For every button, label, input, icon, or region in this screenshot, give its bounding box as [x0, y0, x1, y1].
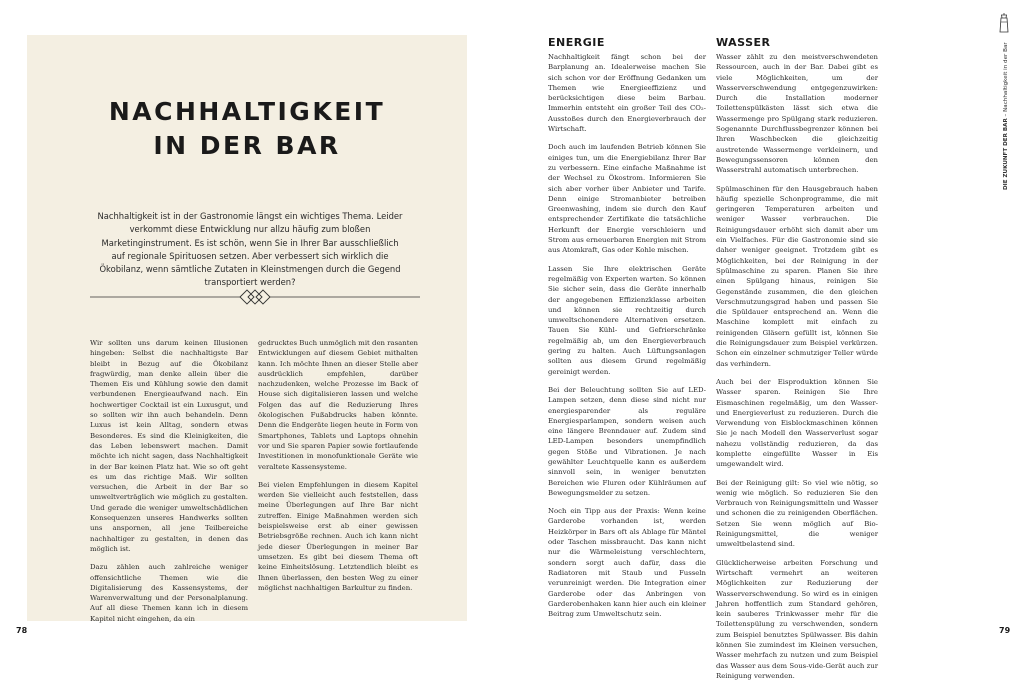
page-number-left: 78	[16, 626, 28, 635]
body-column-energie	[548, 52, 706, 627]
divider-ornament	[90, 288, 420, 306]
paragraph: Wir sollten uns darum keinen Illusionen hingeben: Selbst die nachhaltigste Bar bleibt in Bezug auf die Ökobilanz fragwürdig, man denke allein über die Themen Eis und Kühlung sowie den damit verbundenen Energieaufwand nach. Ein hochwertiger Cocktail ist ein Luxusgut, und so sollten wir ihn auch behandeln. Denn Luxus ist kein Alltag, sondern etwas Besonderes. Es sind die Kleinigkeiten, die das Leben lebenswert machen. Damit möchte ich nicht sagen, dass Nachhaltigkeit in der Bar keinen Platz hat. Wie so oft geht es um das richtige Maß. Wir sollten versuchen, die Arbeit in der Bar so umweltverträglich wie möglich zu gestalten. Und gerade die weniger umweltschädlichen Konsequenzen unseres Handwerks sollten uns anspornen, all jene Teilbereiche nachhaltiger zu gestalten, in denen das möglich ist.	[90, 339, 248, 553]
cocktail-shaker-icon	[998, 12, 1010, 34]
paragraph: Bei der Reinigung gilt: So viel wie nötig, so wenig wie möglich. So reduzieren Sie den Verbrauch von Reinigungsmitteln und Wasser und schonen die zu reinigenden Oberflächen. Setzen Sie wenn möglich auf Bio-Reinigungsmittel, die weniger umweltbelastend sind.	[716, 478, 878, 549]
chapter-title-line2: IN DER BAR	[153, 131, 341, 160]
paragraph: Auch bei der Eisproduktion können Sie Wasser sparen. Reinigen Sie Ihre Eismaschinen regelmäßig, um den Wasser- und Energieverlust zu reduzieren. Durch die Verwendung von Eisblockmaschinen können Sie je nach Modell den Wasserverlust sogar nahezu vollständig reduzieren, da das komplette eingefüllte Wasser in Eis umgewandelt wird.	[716, 377, 878, 469]
paragraph: Doch auch im laufenden Betrieb können Sie einiges tun, um die Energiebilanz Ihrer Bar zu verbessern. Eine einfache Maßnahme ist der Wechsel zu Ökostrom. Informieren Sie sich aber vorher über Anbieter und Tarife. Denn einige Stromanbieter betreiben Greenwashing, indem sie durch den Kauf entsprechender Zertifikate die tatsächliche Herkunft der Energie verschleiern und Strom aus erneuerbaren Energien mit Strom aus Atomkraft, Gas oder Kohle mischen.	[548, 143, 706, 255]
body-column-1	[90, 338, 248, 632]
intro-text: Nachhaltigkeit ist in der Gastronomie längst ein wichtiges Thema. Leider verkommt diese Entwicklung nur allzu häufig zum bloßen Marketinginstrument. Es ist schön, wenn Sie in Ihrer Bar ausschließlich auf regionale Spirituosen setzen. Aber verbessert sich wirklich die Ökobilanz, wenn sämtliche Zutaten in Kleinstmengen durch die Gegend transportiert werden?	[97, 211, 403, 288]
section-heading-energie: ENERGIE	[548, 36, 605, 49]
body-column-2	[258, 338, 418, 601]
paragraph: Bei vielen Empfehlungen in diesem Kapitel werden Sie vielleicht auch feststellen, dass meine Überlegungen auf Ihre Bar nicht zutreffen. Einige Maßnahmen werden sich beispielsweise erst ab einer gewissen Betriebsgröße rechnen. Auch ich kann nicht jede dieser Überlegungen in meiner Bar umsetzen. Es gibt bei diesem Thema oft keine Einheitslösung. Letztendlich bleibt es Ihnen überlassen, den besten Weg zu einer möglichst nachhaltigen Barkultur zu finden.	[258, 480, 418, 592]
running-head	[1003, 40, 1011, 190]
chapter-title-line1: NACHHALTIGKEIT	[108, 97, 386, 126]
page-number-right: 79	[999, 626, 1011, 635]
paragraph: Noch ein Tipp aus der Praxis: Wenn keine Garderobe vorhanden ist, werden Heizkörper in Bars oft als Ablage für Mäntel oder Taschen missbraucht. Das kann nicht nur die Wärmeleistung verschlechtern, sondern sorgt auch dafür, dass die Radiatoren mit Staub und Fusseln verunreinigt werden. Die Integration einer Garderobe oder das Anbringen von Garderobenhaken kann hier auch ein kleiner Beitrag zum Umweltschutz sein.	[548, 507, 706, 619]
section-heading-wasser: WASSER	[716, 36, 771, 49]
body-column-wasser	[716, 52, 878, 689]
paragraph: gedrucktes Buch unmöglich mit den rasanten Entwicklungen auf diesem Gebiet mithalten kann. Ich möchte Ihnen an dieser Stelle aber ausdrücklich empfehlen, darüber nachzudenken, welche Prozesse im Back of House sich digitalisieren lassen und welche Folgen das auf die Reduzierung Ihres ökologischen Fußabdrucks haben könnte. Denn die Endgeräte liegen heute in Form von Smartphones, Tablets und Laptops ohnehin vor und Sie sparen Papier sowie fortlaufende Investitionen in monofunktionale Geräte wie veraltete Kassensysteme.	[258, 339, 418, 471]
paragraph: Spülmaschinen für den Hausgebrauch haben häufig spezielle Schonprogramme, die mit geringeren Temperaturen arbeiten und weniger Wasser verbrauchen. Die Reinigungsdauer erhöht sich damit aber um ein Vielfaches. Für die Gastronomie sind sie daher weniger geeignet. Trotzdem gibt es Möglichkeiten, bei der Reinigung in der Spülmaschine zu sparen. Planen Sie ihre einen Spülgang hinaus, reinigen Sie Gegenstände zusammen, die den gleichen Verschmutzungsgrad haben und passen Sie die Spüldauer entsprechend an. Wenn die Maschine komplett mit einfach zu reinigenden Gläsern gefüllt ist, können Sie die Reinigungsdauer zum Beispiel verkürzen. Schon ein einzelner schmutziger Teller würde das verhindern.	[716, 184, 878, 368]
paragraph: Glücklicherweise arbeiten Forschung und Wirtschaft vermehrt an weiteren Möglichkeiten zur Reduzierung der Wasserverschwendung. So wird es in einigen Jahren hoffentlich zum Standard gehören, kein sauberes Trinkwasser mehr für die Toilettenspülung zu verschwenden, sondern zum Beispiel benutztes Spülwasser. Bis dahin können Sie zumindest im Kleinen versuchen, Wasser mehrfach zu nutzen und zum Beispiel das Wasser aus dem Sous-vide-Gerät auch zur Reinigung verwenden.	[716, 558, 878, 680]
running-head-section: – Nachhaltigkeit in der Bar	[1003, 42, 1009, 119]
paragraph: Wasser zählt zu den meistverschwendeten Ressourcen, auch in der Bar. Dabei gibt es viele Möglichkeiten, um der Wasserverschwendung entgegenzuwirken: Durch die Installation moderner Toilettenspülkästen lässt sich etwa die Wassermenge pro Spülgang stark reduzieren. Sogenannte Durchflussbegrenzer können bei Ihren Waschbecken die gleichzeitig austretende Wassermenge verkleinern, und Bewegungssensoren können den Wasserstrahl automatisch unterbrechen.	[716, 53, 878, 175]
chapter-title	[27, 95, 467, 163]
paragraph: Dazu zählen auch zahlreiche weniger offensichtliche Themen wie die Digitalisierung des Kassensystems, der Warenverwaltung und der Personalplanung. Auf all diese Themen kann ich in diesem Kapitel nicht eingehen, da ein	[90, 563, 248, 623]
running-head-chapter: DIE ZUKUNFT DER BAR	[1003, 118, 1009, 190]
paragraph: Lassen Sie Ihre elektrischen Geräte regelmäßig von Experten warten. So können Sie sicher sein, dass die Geräte innerhalb der angegebenen Effizienzklasse arbeiten und können sie rechtzeitig durch umweltschonendere Alternativen ersetzen. Tauen Sie Kühl- und Gefrierschränke regelmäßig ab, um den Energieverbrauch gering zu halten. Auch Lüftungsanlagen sollten aus diesem Grund regelmäßig gereinigt werden.	[548, 264, 706, 376]
paragraph: Bei der Beleuchtung sollten Sie auf LED-Lampen setzen, denn diese sind nicht nur energiesparender als reguläre Energiesparlampen, sondern weisen auch eine längere Brenndauer auf. Zudem sind LED-Lampen besonders unempfindlich gegen Stöße und Vibrationen. Je nach gewählter Leuchtquelle kann es außerdem sinnvoll sein, in weniger benutzten Bereichen wie Fluren oder Kühlräumen auf Bewegungsmelder zu setzen.	[548, 385, 706, 497]
paragraph: Nachhaltigkeit fängt schon bei der Barplanung an. Idealerweise machen Sie sich schon vor der Eröffnung Gedanken um Themen wie Energieeffizienz und berücksichtigen diese beim Barbau. Immerhin entsteht ein großer Teil des CO₂-Ausstoßes durch den Energieverbrauch der Wirtschaft.	[548, 53, 706, 134]
